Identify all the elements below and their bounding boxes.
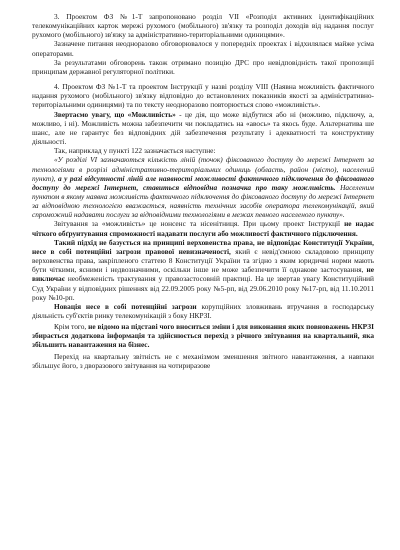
nonsense-text: Звітування за «можливість» це нонсенс та нісенітниця. При цьому проект Інструкції xyxy=(54,219,345,229)
quote-part-bold: а у разі відсутності ліній але наявності можливості фактичного підключення до фіксованого доступу до мережі Інтернет, ставиться відповідна позначка про таку можливість. xyxy=(32,173,374,192)
rule-of-law-bold-2: не виключає xyxy=(32,265,374,284)
possibility-heading: Звертаємо увагу, що «Можливість» xyxy=(54,109,176,119)
rule-of-law-bold: Такий підхід не базується на принципі верховенства права, не відповідає Конституції України, несе в собі потенційні загрози правової невизначеності, xyxy=(32,237,374,256)
nonsense-paragraph xyxy=(32,219,374,237)
possibility-definition xyxy=(32,110,374,147)
quote-part-1: «У розділі VI зазначаються кількість ліній (точок) фіксованого доступу до мережі Інтернет за технологіями в розрізі адміністративно-територіальних одиниць (область, район (місто), населений пункт), xyxy=(32,155,374,183)
quarterly-reporting-paragraph: Перехід на квартальну звітність не є механізмом зменшення звітного навантаження, а навпаки збільшує його, з дворазового звітування на чотириразове xyxy=(32,351,374,370)
instruction-quote xyxy=(32,155,374,219)
section-3-intro: 3. Проектом ФЗ №1-Т запропоновано розділ VII «Розподіл активних ідентифікаційних телекомунікаційних карток мережі рухомого (мобільного) зв'язку та розподіл доходів від надання послуг рухомого (мобільного) зв'язку за адміністративно-територіальними одиницями». xyxy=(32,12,374,40)
example-intro: Так, наприклад у пункті 122 зазначається наступне: xyxy=(54,146,216,156)
rule-of-law-paragraph xyxy=(32,238,374,302)
corruption-bold: Новація несе в собі потенційні загрози xyxy=(54,301,197,311)
corruption-paragraph xyxy=(32,302,374,320)
reporting-basis-paragraph xyxy=(32,322,374,349)
quote-part-2: Населеним пунктом в якому наявна можливість фактичного підключення до фіксованого доступу до мережі Інтернет за відповідною технологією вважається, наявність технічних засобів оператора телекомунікацій, який спроможний надавати послуги за відповідними технологіями в межах певного населеного пункту». xyxy=(32,182,374,220)
reporting-basis-bold: не відомо на підставі чого вноситься зміни і для виконання яких повноважень НКРЗІ збирається додаткова інформація та здійснюється перехід з річного звітування на квартальний, яка збільшить навантаження на бізнес. xyxy=(32,322,374,350)
rule-of-law-text: який є невід'ємною складовою принципу верховенства права, закріпленого статтею 8 Конституції України та згідно з яким юридичні норми мають бути чіткими, ясними і недвозначними, оскільки інше не може забезпечити її однакове застосування, xyxy=(32,246,374,275)
section-3-note: Зазначене питання неодноразово обговорювалося у попередніх проектах і відхилялася майже усіма операторами. xyxy=(32,39,374,58)
rule-of-law-text-2: необмеженість трактування у правозастосовній практиці. На це звертав увагу Конституційний Суд України у відповідних рішеннях від 22.09.2005 року №5-рп, від 29.06.2010 року №17-рп, від 11.10.2011 року №10-рп. xyxy=(32,274,374,302)
possibility-explanation: - це дія, що може відбутися або ні (можливо, підключу, а, можливо, і ні). Можливість можна забезпечити чи покладатись на «авось» та якось буде. Альтернатива ше шанс, але не гарантує без відповідних дій забезпечення результату і адекватності та конструктиву діяльності. xyxy=(32,109,374,147)
section-3-drs-position: За результатами обговорень також отримано позицію ДРС про невідповідність такої пропозиції принципам державної регуляторної політики. xyxy=(32,57,374,76)
section-4-intro: 4. Проектом ФЗ №1-Т та проектом Інструкції у назві розділу VIII (Наявна можливість фактичного надання рухомого (мобільного) зв'язку відповідно до встановлених показників якості за адміністративно-територіальними одиницями) та по тексту неодноразово повторюється слово «можливість». xyxy=(32,82,374,110)
nonsense-bold: не надає чіткого обґрунтування спроможності надавати послуги або можливості фактичного підключення. xyxy=(32,219,375,238)
corruption-text: корупційних зловживань втручання в господарську діяльність суб'єктів ринку телекомунікацій з боку НКРЗІ. xyxy=(32,301,374,320)
reporting-basis-lead: Крім того, xyxy=(54,322,89,332)
